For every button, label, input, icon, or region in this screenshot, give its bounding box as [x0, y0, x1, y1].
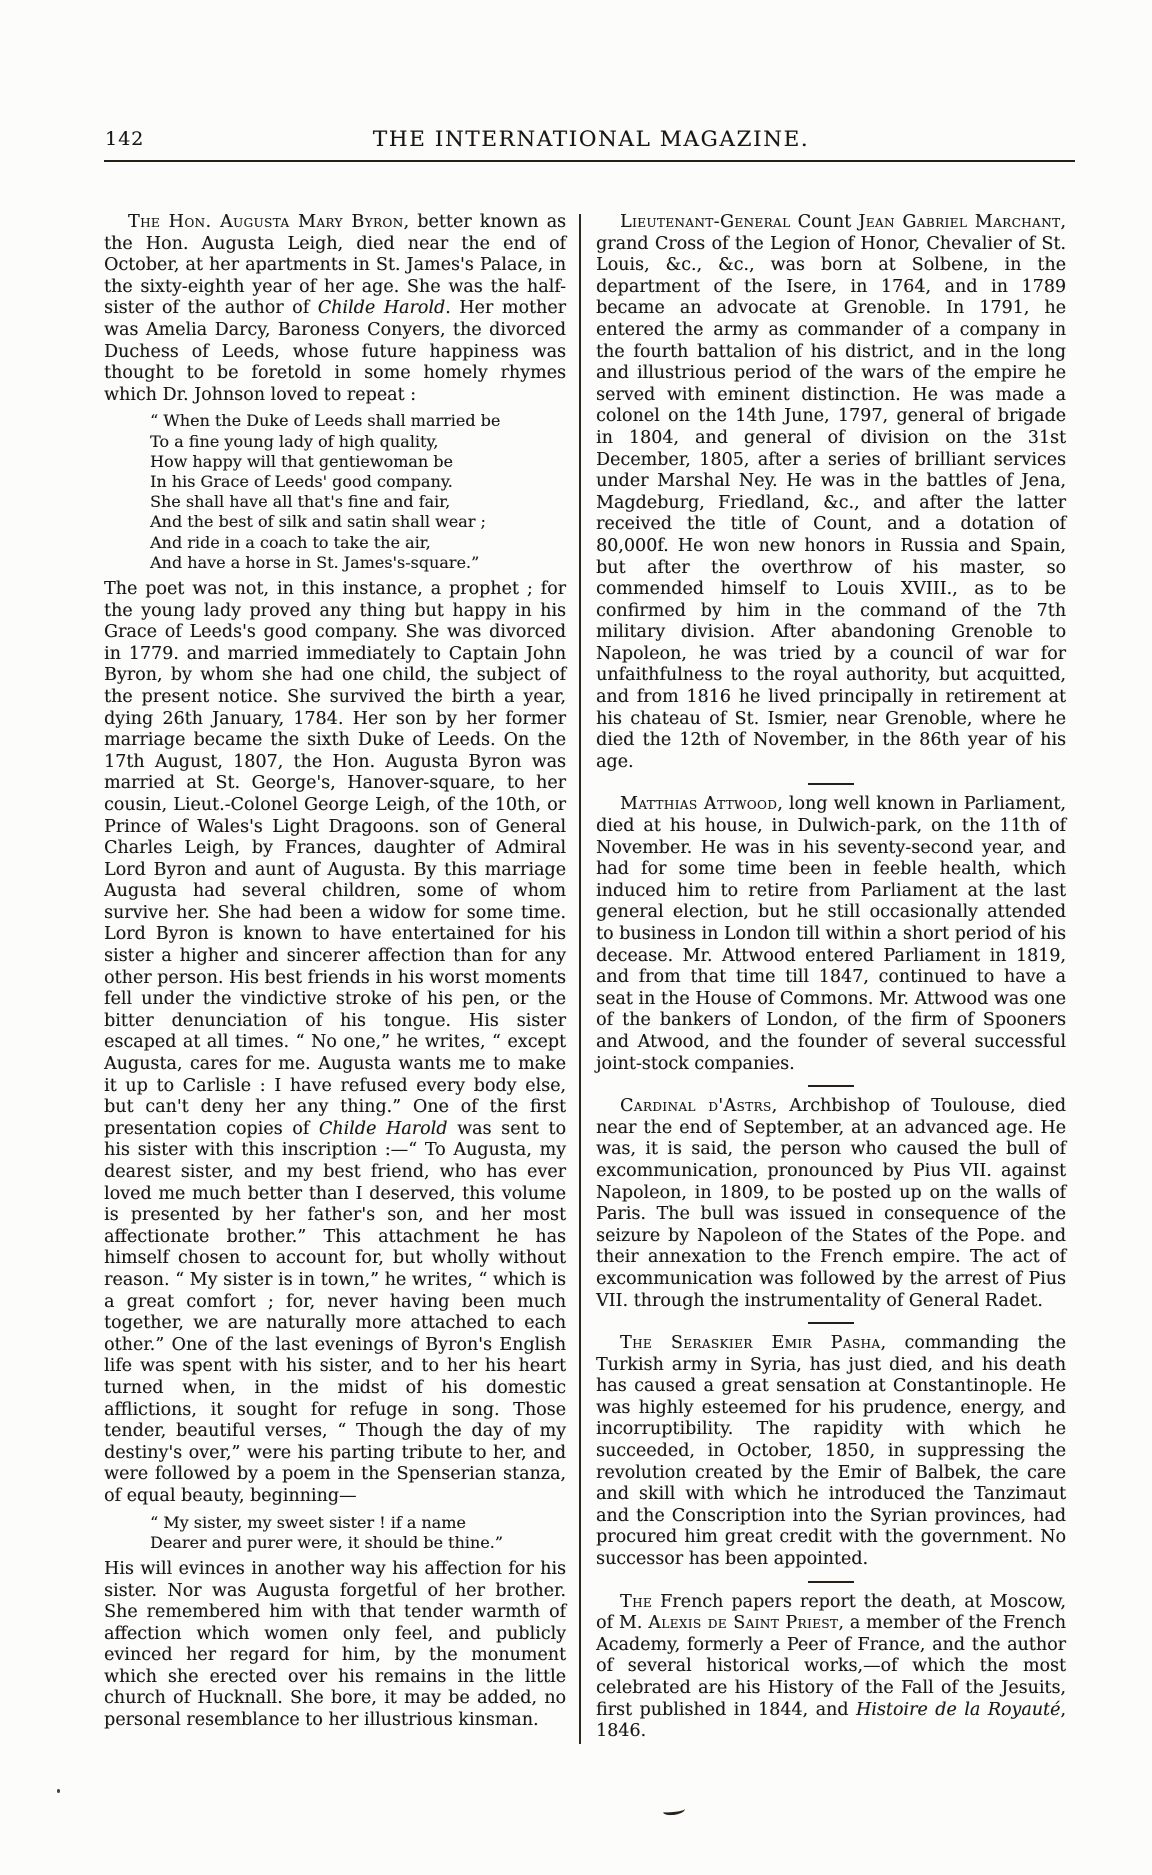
body-text: was sent to his sister with this inscription :—“ To Augusta, my dearest sister, and my best friend, who has ever loved me much better than I deserved, this volume is presented by her father's son, and her most affectionate brother.” This attachment he has himself chosen to account for, but wholly without reason. “ My sister is in town,” he writes, “ which is a great comfort ; for, never having been much together, we are naturally more attached to each other.” One of the last evenings of Byron's English life was spent with his sister, and to her his heart turned when, in the midst of his domestic afflictions, it sought for refuge in song. Those tender, beautiful verses, “ Though the day of my destiny's over,” were his parting tribute to her, and were followed by a poem in the Spenserian stanza, of equal beauty, beginning— — [104, 1118, 567, 1506]
verse-line: And the best of silk and satin shall wear ; — [150, 512, 486, 532]
verse-line: Dearer and purer were, it should be thine.” — [150, 1532, 503, 1552]
body-text: His will evinces in another way his affection for his sister. Nor was Augusta forgetful of her brother. She remembered him with that tender warmth of affection which women only feel, and publicly evinced her regard for him, by the monument which she erected over his remains in the little church of Hucknall. She bore, it may be added, no personal resemblance to her illustrious kinsman. — [104, 1558, 566, 1731]
article-separator-rule — [808, 1581, 854, 1583]
body-text: , Archbishop of Toulouse, died near the end of September, at an advanced age. He was, it is said, the person who caused the bull of excommunication, pronounced by Pius VII. against Napoleon, in 1809, to be posted up on the walls of Paris. The bull was issued in consequence of the seizure by Napoleon of the States of the Pope. and their annexation to the French empire. The act of excommunication was followed by the arrest of Pius VII. through the instrumentality of General Radet. — [596, 1096, 1066, 1311]
article-columns — [104, 162, 1066, 1744]
verse-line: To a fine young lady of high quality, — [150, 431, 439, 451]
small-caps-text: Cardinal d'Astrs — [620, 1096, 772, 1117]
verse-block — [150, 1513, 566, 1553]
verse-line: “ My sister, my sweet sister ! if a name — [150, 1512, 466, 1532]
body-text: , long well known in Parliament, died at his house, in Dulwich-park, on the 11th of November. He was in his seventy-second year, and had for some time been in feeble health, which induced him to retire from Parliament at the last general election, but he still occasionally attended to business in London till within a short period of his decease. Mr. Attwood entered Parliament in 1819, and from that time till 1847, continued to have a seat in the House of Commons. Mr. Attwood was one of the bankers of London, of the firm of Spooners and Atwood, and the founder of several successful joint-stock companies. — [596, 794, 1066, 1074]
small-caps-text: Matthias Attwood — [620, 794, 778, 815]
body-text: Count — [790, 212, 859, 232]
article-separator-rule — [808, 1085, 854, 1087]
italic-text: Histoire de la Royauté — [855, 1699, 1061, 1720]
verse-line: “ When the Duke of Leeds shall married be — [150, 411, 501, 431]
article-paragraph — [104, 579, 566, 1508]
small-caps-text: The — [620, 1591, 653, 1612]
article-separator-rule — [808, 1322, 854, 1324]
article-paragraph — [596, 1096, 1066, 1312]
small-caps-text: Alexis de Saint Priest — [648, 1613, 839, 1634]
body-text: , 1846. — [596, 1699, 1066, 1742]
body-text: , grand Cross of the Legion of Honor, Chevalier of St. Louis, &c., &c., was born at Solbene, in the department of the Isere, in 1764, and in 1789 became an advocate at Grenoble. In 1791, he entered the army as commander of a company in the fourth battalion of his district, and in the long and illustrious period of the wars of the empire he served with eminent distinction. He was made a colonel on the 14th June, 1797, general of brigade in 1804, and general of division on the 31st December, 1805, after a series of brilliant services under Marshal Ney. He was in the battles of Jena, Magdeburg, Friedland, &c., and after the latter received the title of Count, and a dotation of 80,000f. He won new honors in Russia and Spain, but after the overthrow of his master, so commended himself to Louis XVIII., as to be confirmed by him in the command of the 7th military division. After abandoning Grenoble to Napoleon, he was tried by a council of war for unfaithfulness to the royal authority, but acquitted, and from 1816 he lived principally in retirement at his chateau of St. Ismier, near Grenoble, where he died the 12th of November, in the 86th year of his age. — [596, 212, 1066, 772]
italic-text: Childe Harold — [318, 1118, 448, 1139]
right-column — [596, 212, 1066, 1744]
page-number: 142 — [105, 128, 145, 150]
italic-text: Childe Harold — [317, 298, 446, 319]
small-caps-text: The Hon. Augusta Mary Byron — [128, 212, 404, 232]
body-text: French papers report the death, at Moscow, of M. — [596, 1591, 1066, 1634]
article-paragraph — [596, 1592, 1066, 1743]
article-paragraph — [596, 794, 1066, 1075]
verse-line: She shall have all that's fine and fair, — [150, 492, 451, 512]
small-caps-text: The Seraskier Emir Pasha — [620, 1333, 881, 1354]
verse-line: In his Grace of Leeds' good company. — [150, 471, 453, 491]
page-title: THE INTERNATIONAL MAGAZINE. — [372, 127, 810, 152]
article-separator-rule — [808, 783, 854, 785]
article-paragraph — [104, 1559, 566, 1732]
column-divider — [579, 214, 581, 1744]
verse-line: And ride in a coach to take the air, — [150, 532, 431, 552]
page-header — [0, 0, 1152, 160]
article-paragraph — [596, 1333, 1066, 1571]
scan-artifact-mark — [663, 1805, 686, 1816]
article-paragraph — [596, 212, 1066, 773]
small-caps-text: Lieutenant-General — [620, 212, 791, 232]
body-text: The poet was not, in this instance, a prophet ; for the young lady proved any thing but happy in his Grace of Leeds's good company. She was divorced in 1779. and married immediately to Captain John Byron, by whom she had one child, the subject of the present notice. She survived the birth a year, dying 26th January, 1784. Her son by her former marriage became the sixth Duke of Leeds. On the 17th August, 1807, the Hon. Augusta Byron was married at St. George's, Hanover-square, to her cousin, Lieut.-Colonel George Leigh, of the 10th, or Prince of Wales's Light Dragoons. son of General Charles Leigh, by Frances, daughter of Admiral Lord Byron and aunt of Augusta. By this marriage Augusta had several children, some of whom survive her. She had been a widow for some time. Lord Byron is known to have entertained for his sister a higher and sincerer affection than for any other person. His best friends in his worst moments fell under the vindictive stroke of his pen, or the bitter denunciation of his tongue. His sister escaped at all times. “ No one,” he writes, “ except Augusta, cares for me. Augusta wants me to make it up to Carlisle : I have refused every body else, but can't deny her any thing.” One of the first presentation copies of — [104, 578, 566, 1139]
verse-block — [150, 411, 566, 573]
small-caps-text: Jean Gabriel Marchant — [858, 212, 1061, 232]
left-column — [104, 212, 566, 1744]
body-text: , a member of the French Academy, formerly a Peer of France, and the author of several historical works,—of which the most celebrated are his History of the Fall of the Jesuits, first published in 1844, and — [596, 1613, 1066, 1720]
body-text: . Her mother was Amelia Darcy, Baroness Conyers, the divorced Duchess of Leeds, whose future happiness was thought to be foretold in some homely rhymes which Dr. Johnson loved to repeat : — [104, 298, 566, 405]
verse-line: How happy will that gentiewoman be — [150, 451, 453, 471]
scan-artifact-dot — [57, 1789, 60, 1793]
body-text: , better known as the Hon. Augusta Leigh, died near the end of October, at her apartments in St. James's Palace, in the sixty-eighth year of her age. She was the half-sister of the author of — [104, 212, 567, 319]
verse-line: And have a horse in St. James's-square.” — [150, 552, 480, 572]
body-text: , commanding the Turkish army in Syria, has just died, and his death has caused a great sensation at Constantinople. He was highly esteemed for his prudence, energy, and incorruptibility. The rapidity with which he succeeded, in October, 1850, in suppressing the revolution created by the Emir of Balbek, the care and skill with which he introduced the Tanzimaut and the Conscription into the Syrian provinces, had procured him great credit with the government. No successor has been appointed. — [596, 1333, 1066, 1570]
article-paragraph — [104, 212, 566, 406]
